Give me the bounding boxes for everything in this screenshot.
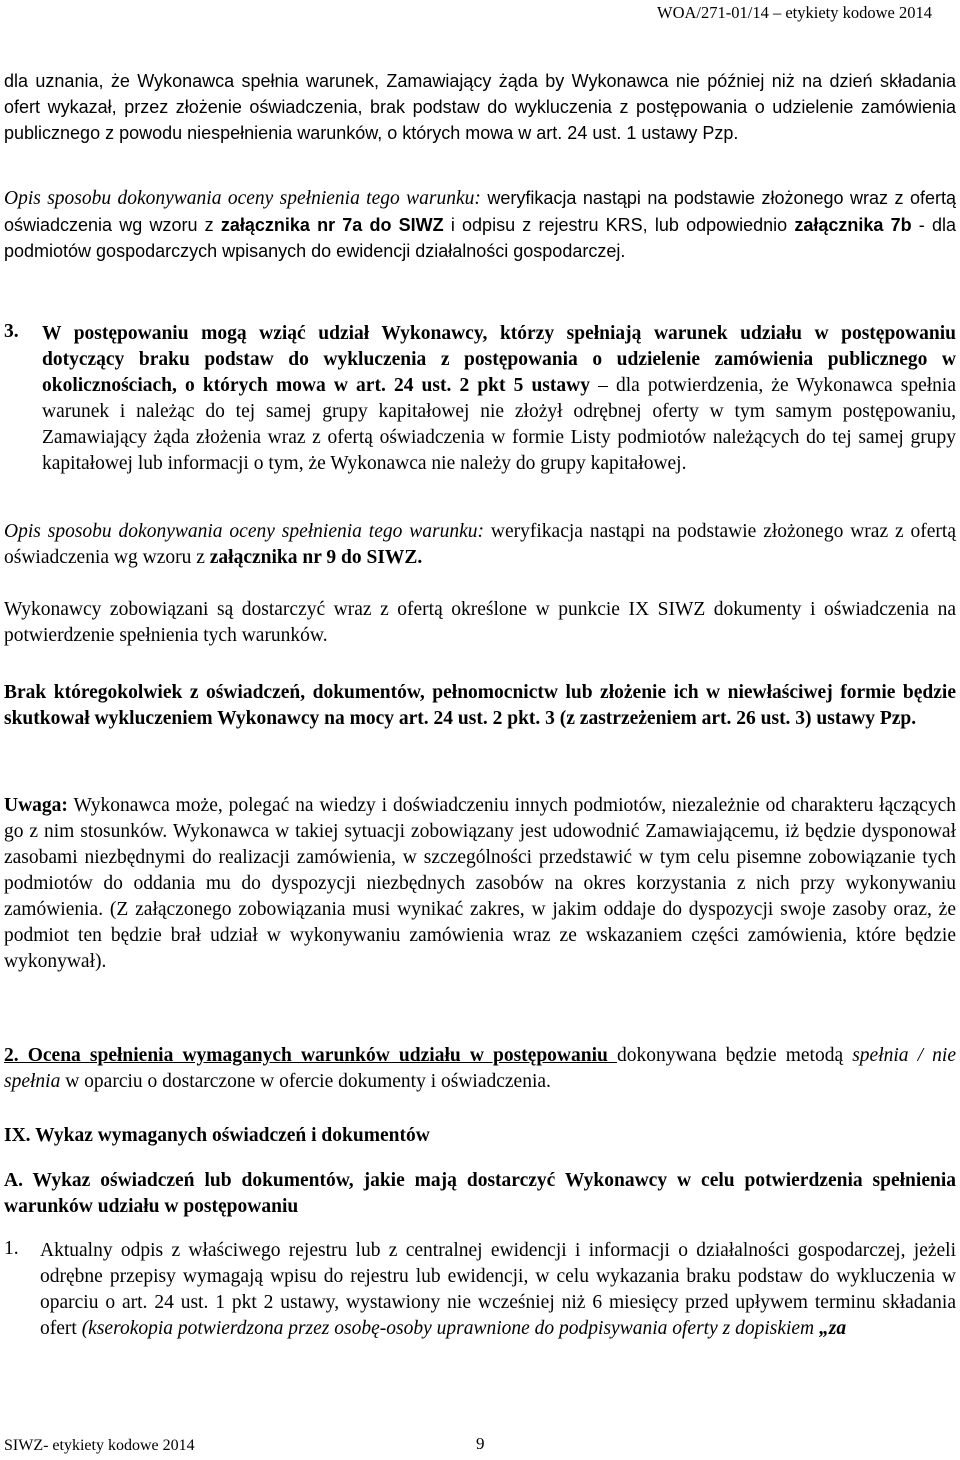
footer-document-name: SIWZ- etykiety kodowe 2014 [4,1437,195,1454]
annex-reference: załącznika 7b [794,215,912,235]
annex-reference: załącznika nr 7a do SIWZ [220,215,444,235]
item-1-text: Aktualny odpis z właściwego rejestru lub z centralnej ewidencji i informacji o działalności gospodarczej, jeżeli odrębne przepisy wymagają wpisu do rejestru lub ewidencji, w celu wykazania braku podstaw do wykluczenia w oparciu o art. 24 ust. 1 pkt 2 ustawy, wystawiony nie wcześniej niż 6 miesięcy przed upływem terminu składania ofert (kserokopia potwierdzona przez osobę-osoby uprawnione do podpisywania oferty z dopiskiem „za [40,1240,956,1339]
assessment-label: Opis sposobu dokonywania oceny spełnienia tego warunku: [4,188,481,209]
assessment-label: Opis sposobu dokonywania oceny spełnienia tego warunku: [4,521,485,542]
item-number: 1. [4,1238,19,1259]
paragraph-note: Uwaga: Wykonawca może, polegać na wiedzy i doświadczeniu innych podmiotów, niezależnie od charakteru łączących go z nim stosunków. Wykonawca w takiej sytuacji zobowiązany jest udowodnić Zamawiającemu, iż będzie dysponował zasobami niezbędnymi do realizacji zamówienia, w szczególności przedstawić w tym celu pisemne zobowiązanie tych podmiotów do oddania mu do dyspozycji niezbędnych zasobów na okres korzystania z nich przy wykonywaniu zamówienia. (Z załączonego zobowiązania musi wynikać zakres, w jakim oddaje do dyspozycji swoje zasoby oraz, że podmiot ten będzie brał udział w wykonywaniu zamówienia wraz ze wskazaniem części zamówienia, które będzie wykonywał). [4,795,956,972]
item-number: 3. [4,321,19,342]
page-number: 9 [476,1434,485,1453]
note-label: Uwaga: [4,795,68,816]
paragraph-evaluation: 2. Ocena spełnienia wymaganych warunków udziału w postępowaniu dokonywana będzie metodą spełnia / nie spełnia w oparciu o dostarczone w ofercie dokumenty i oświadczenia. [4,1045,956,1092]
section-ix-heading: IX. Wykaz wymaganych oświadczeń i dokumentów [4,1125,430,1146]
paragraph-assessment-method-1: Opis sposobu dokonywania oceny spełnienia tego warunku: weryfikacja nastąpi na podstawie złożonego wraz z ofertą oświadczenia wg wzoru z załącznika nr 7a do SIWZ i odpisu z rejestru KRS, lub odpowiednio załącznika 7b - dla podmiotów gospodarczych wpisanych do ewidencji działalności gospodarczej. [4,188,956,261]
evaluation-heading: 2. Ocena spełnienia wymaganych warunków udziału w postępowaniu [4,1045,617,1066]
running-header: WOA/271-01/14 – etykiety kodowe 2014 [657,3,932,22]
paragraph-exclusion-condition: dla uznania, że Wykonawca spełnia warunek, Zamawiający żąda by Wykonawca nie później niż na dzień składania ofert wykazał, przez złożenie oświadczenia, brak podstaw do wykluczenia z postępowania o udzielenie zamówienia publicznego z powodu niespełnienia warunków, o których mowa w art. 24 ust. 1 ustawy Pzp. [4,71,956,143]
paragraph-documents: Wykonawcy zobowiązani są dostarczyć wraz z ofertą określone w punkcie IX SIWZ dokumenty i oświadczenia na potwierdzenie spełnienia tych warunków. [4,599,956,646]
section-a-heading: A. Wykaz oświadczeń lub dokumentów, jakie mają dostarczyć Wykonawcy w celu potwierdzenia spełnienia warunków udziału w postępowaniu [4,1170,956,1217]
item-3-text: W postępowaniu mogą wziąć udział Wykonawcy, którzy spełniają warunek udziału w postępowaniu dotyczący braku podstaw do wykluczenia z postępowania o udzielenie zamówienia publicznego w okolicznościach, o których mowa w art. 24 ust. 2 pkt 5 ustawy – dla potwierdzenia, że Wykonawca spełnia warunek i należąc do tej samej grupy kapitałowej nie złożył odrębnej oferty w tym samym postępowaniu, Zamawiający żąda złożenia wraz z ofertą oświadczenia w formie Listy podmiotów należących do tej samej grupy kapitałowej lub informacji o tym, że Wykonawca nie należy do grupy kapitałowej. [42,323,956,474]
annex-reference: załącznika nr 9 do SIWZ. [209,547,423,568]
paragraph-assessment-method-2: Opis sposobu dokonywania oceny spełnienia tego warunku: weryfikacja nastąpi na podstawie złożonego wraz z ofertą oświadczenia wg wzoru z załącznika nr 9 do SIWZ. [4,521,956,568]
paragraph-exclusion-warning: Brak któregokolwiek z oświadczeń, dokumentów, pełnomocnictw lub złożenie ich w niewłaściwej formie będzie skutkował wykluczeniem Wykonawcy na mocy art. 24 ust. 2 pkt. 3 (z zastrzeżeniem art. 26 ust. 3) ustawy Pzp. [4,682,956,729]
